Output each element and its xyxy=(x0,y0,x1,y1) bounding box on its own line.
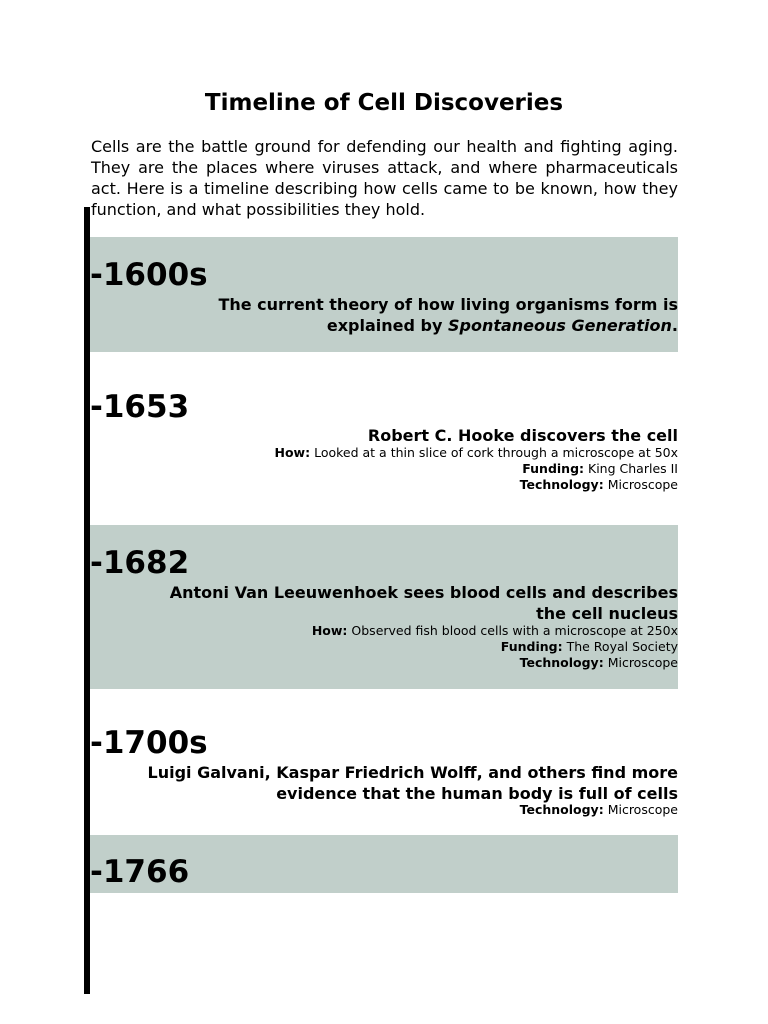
headline-emphasis: Spontaneous Generation xyxy=(447,316,672,335)
timeline-entry-1600s xyxy=(90,237,678,352)
entry-how xyxy=(275,445,679,461)
entry-technology xyxy=(520,655,678,671)
technology-label: Technology: xyxy=(519,477,604,492)
intro-paragraph: Cells are the battle ground for defending our health and fighting aging. They are the places where viruses attack, and where pharmaceuticals act. Here is a timeline describing how cells came to be known, how they function, and what possibilities they hold. xyxy=(91,137,678,219)
timeline-entry-1766 xyxy=(90,835,678,893)
how-value: Looked at a thin slice of cork through a microscope at 50x xyxy=(314,445,678,460)
entry-headline xyxy=(90,762,678,804)
how-value: Observed fish blood cells with a microscope at 250x xyxy=(351,623,678,638)
page-title: Timeline of Cell Discoveries xyxy=(204,90,564,116)
entry-headline xyxy=(90,582,678,624)
entry-year: -1653 xyxy=(90,389,190,425)
entry-year: -1682 xyxy=(90,545,190,581)
technology-value: Microscope xyxy=(607,655,678,670)
how-label: How: xyxy=(274,445,311,460)
timeline-entry-1653 xyxy=(90,370,678,510)
headline-line-1: Antoni Van Leeuwenhoek sees blood cells and describes xyxy=(169,583,678,602)
funding-value: The Royal Society xyxy=(566,639,678,654)
entry-year: -1766 xyxy=(90,854,190,890)
headline-period: . xyxy=(671,316,678,335)
entry-year: -1600s xyxy=(90,257,208,293)
timeline-entry-1700s xyxy=(90,706,678,826)
entry-technology xyxy=(520,477,678,493)
entry-year: -1700s xyxy=(90,725,208,761)
headline-text: explained by xyxy=(326,316,448,335)
headline-line-2: the cell nucleus xyxy=(536,604,678,623)
headline-line-2 xyxy=(90,315,678,336)
headline-line-1: The current theory of how living organisms form is xyxy=(218,295,678,314)
funding-label: Funding: xyxy=(500,639,563,654)
technology-label: Technology: xyxy=(519,655,604,670)
funding-value: King Charles II xyxy=(588,461,678,476)
funding-label: Funding: xyxy=(522,461,585,476)
technology-value: Microscope xyxy=(607,477,678,492)
entry-funding xyxy=(522,461,678,477)
entry-headline xyxy=(90,294,678,336)
headline-line-1: Luigi Galvani, Kaspar Friedrich Wolff, and others find more xyxy=(147,763,678,782)
technology-label: Technology: xyxy=(519,802,604,817)
how-label: How: xyxy=(311,623,348,638)
entry-how xyxy=(312,623,678,639)
timeline-entry-1682 xyxy=(90,525,678,689)
entry-funding xyxy=(501,639,678,655)
entry-headline: Robert C. Hooke discovers the cell xyxy=(367,426,678,445)
technology-value: Microscope xyxy=(607,802,678,817)
headline-line-2: evidence that the human body is full of cells xyxy=(276,784,678,803)
entry-technology xyxy=(520,802,678,818)
